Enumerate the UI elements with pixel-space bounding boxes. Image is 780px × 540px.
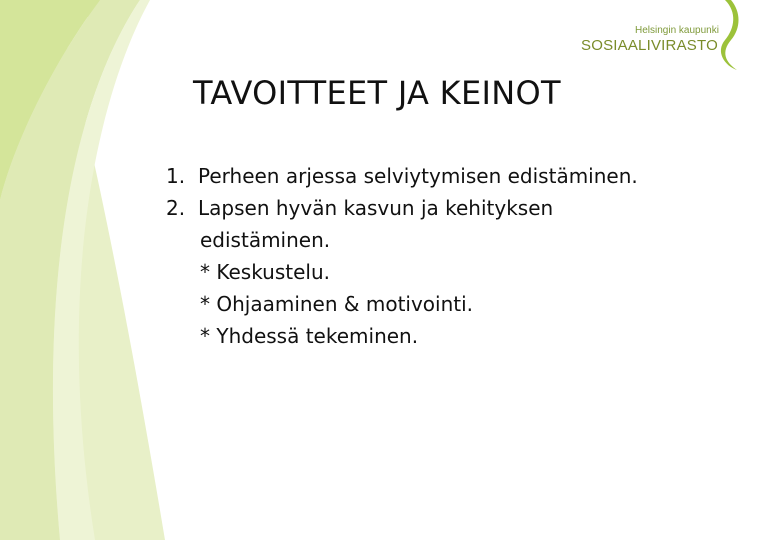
list-item-number: 1. <box>166 164 186 188</box>
bullet-item: * Keskustelu. <box>200 260 330 284</box>
list-item <box>166 192 766 224</box>
slide-body <box>166 160 766 352</box>
bullet-item: * Yhdessä tekeminen. <box>200 324 419 348</box>
list-item <box>166 160 766 192</box>
list-item-number: 2. <box>166 196 186 220</box>
logo <box>575 0 780 80</box>
bullet-item: * Ohjaaminen & motivointi. <box>200 292 474 316</box>
list-item-continuation: edistäminen. <box>200 228 331 252</box>
list-item-text: Perheen arjessa selviytymisen edistäminen. <box>198 164 638 188</box>
slide-title: TAVOITTEET JA KEINOT <box>193 74 561 112</box>
list-item-text: Lapsen hyvän kasvun ja kehityksen <box>198 196 554 220</box>
logo-city-text: Helsingin kaupunki <box>635 25 719 36</box>
logo-department-text: SOSIAALIVIRASTO <box>581 37 718 54</box>
